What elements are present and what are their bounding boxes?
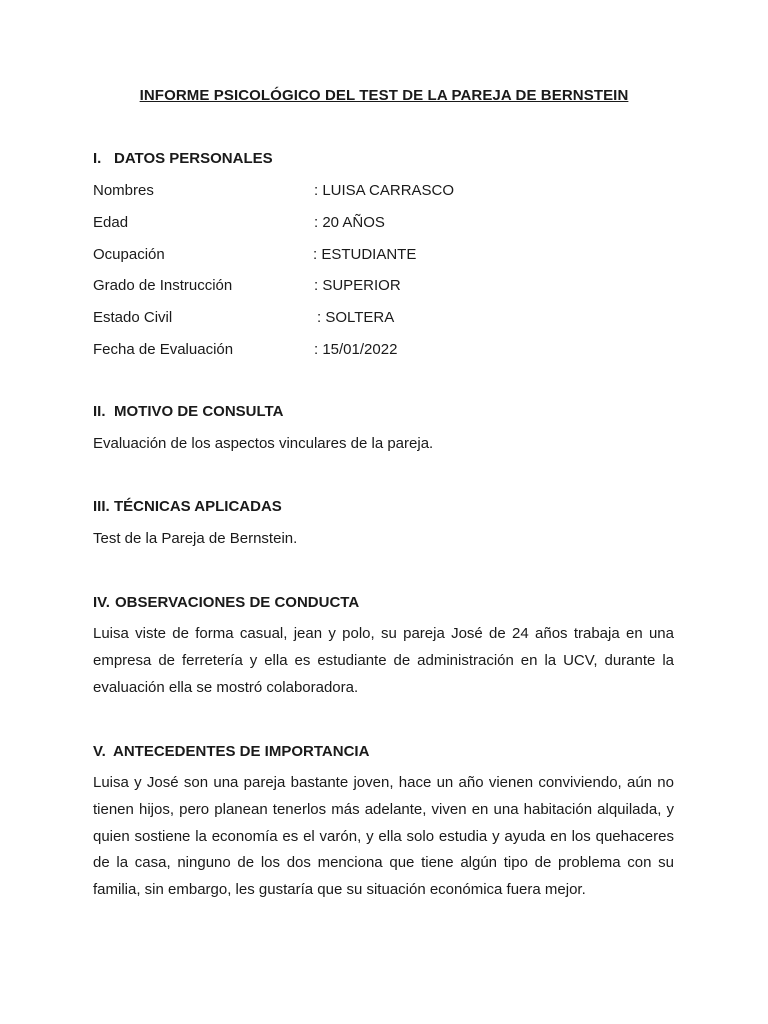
observaciones-paragraph: Luisa viste de forma casual, jean y polo, su pareja José de 24 años trabaja en una empresa de ferretería y ella es estudiante de administración en la UCV, durante la evaluación ella se mostró colaboradora. [93,625,674,696]
field-label: Nombres [93,182,154,199]
tecnicas-paragraph: Test de la Pareja de Bernstein. [93,530,298,547]
field-row-ocupacion [93,245,674,265]
section-heading-observaciones-conducta [93,594,359,611]
section-number: I. [93,150,102,167]
section-title: ANTECEDENTES DE IMPORTANCIA [113,743,370,760]
section-title: TÉCNICAS APLICADAS [114,498,282,515]
section-number: III. [93,498,110,515]
section-number: IV. [93,594,110,611]
section-title: DATOS PERSONALES [114,150,273,167]
section-title: MOTIVO DE CONSULTA [114,403,284,420]
field-value: : LUISA CARRASCO [314,182,455,199]
section-heading-antecedentes-importancia [93,743,369,760]
antecedentes-paragraph: Luisa y José son una pareja bastante joven, hace un año vienen conviviendo, aún no tienen hijos, pero planean tenerlos más adelante, viven en una habitación alquilada, y quien sostiene la economía es el varón, y ella solo estudia y ayuda en los quehaceres de la casa, ninguno de los dos menciona que tiene algún tipo de problema con su familia, sin embargo, les gustaría que su situación económica fuera mejor. [93,774,674,899]
field-row-estado-civil [93,308,674,328]
field-label: Grado de Instrucción [93,277,233,294]
field-row-edad [93,213,674,233]
section-title: OBSERVACIONES DE CONDUCTA [115,594,360,611]
field-row-grado-instruccion [93,276,674,296]
section-number: II. [93,403,106,420]
motivo-paragraph: Evaluación de los aspectos vinculares de la pareja. [93,435,434,452]
document-title: INFORME PSICOLÓGICO DEL TEST DE LA PAREJA DE BERNSTEIN [139,87,629,104]
section-number: V. [93,743,106,760]
field-value: : 15/01/2022 [314,341,398,358]
field-row-fecha-evaluacion [93,340,674,360]
field-label: Estado Civil [93,309,173,326]
section-heading-datos-personales [93,150,273,167]
field-label: Fecha de Evaluación [93,341,234,358]
section-heading-tecnicas-aplicadas [93,498,282,515]
field-value: : ESTUDIANTE [313,246,417,263]
field-label: Edad [93,214,129,231]
field-value: : SUPERIOR [314,277,401,294]
section-heading-motivo-consulta [93,403,283,420]
field-label: Ocupación [93,246,165,263]
field-row-nombres [93,181,674,201]
field-value: : 20 AÑOS [314,214,385,231]
field-value: : SOLTERA [317,309,395,326]
